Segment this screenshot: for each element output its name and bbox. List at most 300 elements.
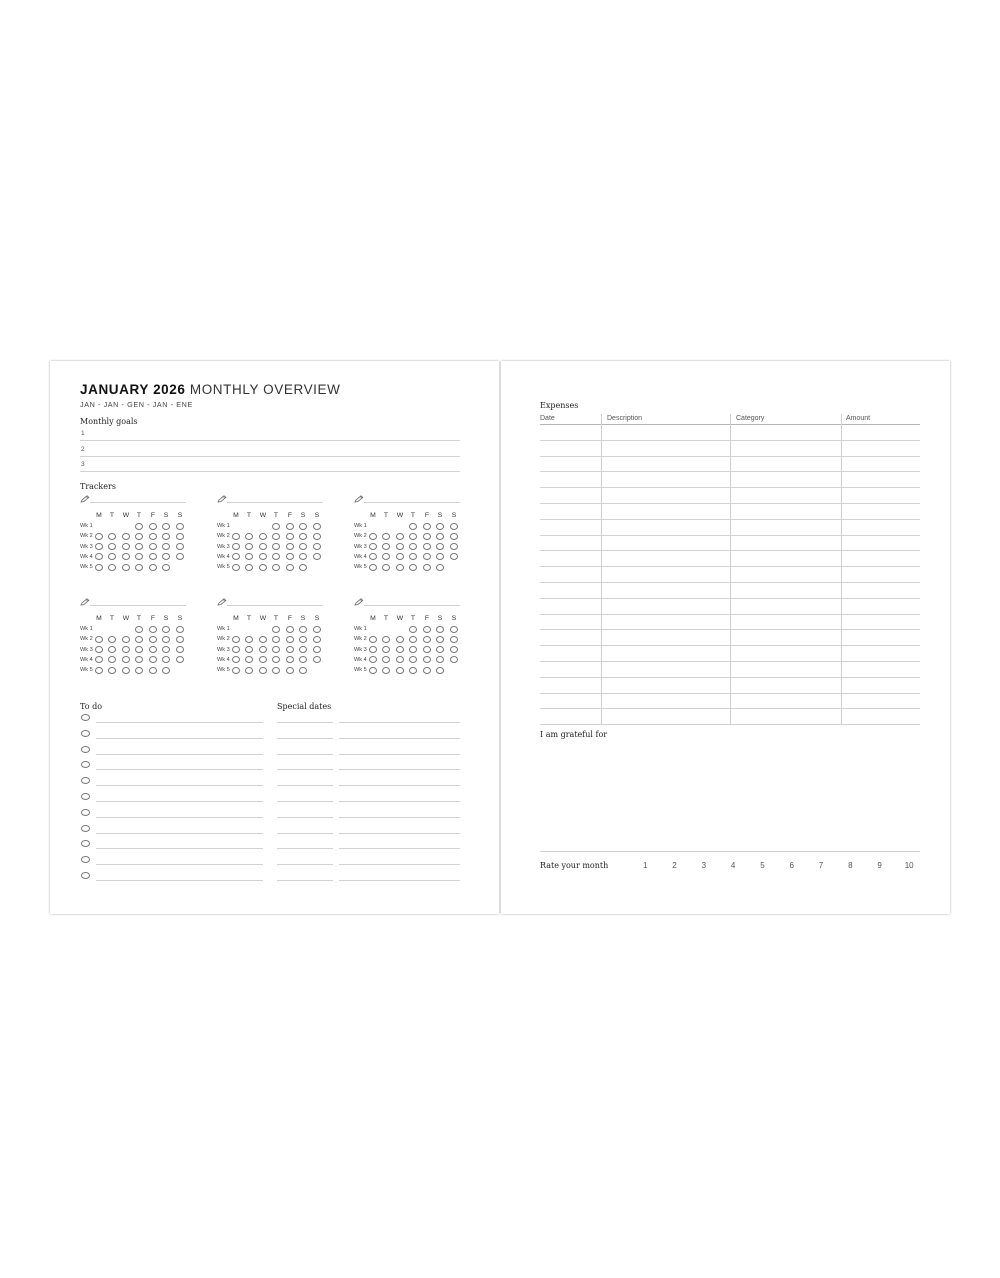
tracker-day-checkbox[interactable] bbox=[272, 626, 280, 633]
tracker-day-checkbox[interactable] bbox=[286, 646, 294, 653]
tracker-day-checkbox[interactable] bbox=[162, 543, 170, 550]
tracker-week-label: Wk 4 bbox=[354, 656, 367, 663]
tracker-day-checkbox[interactable] bbox=[149, 646, 157, 653]
special-date-event-line[interactable] bbox=[339, 801, 460, 802]
tracker-day-label: S bbox=[451, 615, 457, 622]
tracker-day-checkbox[interactable] bbox=[245, 646, 253, 653]
tracker-day-checkbox[interactable] bbox=[272, 646, 280, 653]
tracker-day-checkbox[interactable] bbox=[245, 636, 253, 643]
tracker-day-checkbox[interactable] bbox=[409, 564, 417, 571]
tracker-day-checkbox[interactable] bbox=[436, 656, 444, 663]
tracker-day-checkbox[interactable] bbox=[396, 636, 404, 643]
tracker-day-checkbox[interactable] bbox=[409, 543, 417, 550]
tracker-day-checkbox[interactable] bbox=[122, 533, 130, 540]
tracker-week-label: Wk 1 bbox=[354, 626, 367, 632]
tracker-day-label: T bbox=[109, 615, 115, 622]
tracker-day-checkbox[interactable] bbox=[299, 626, 307, 633]
tracker-day-checkbox[interactable] bbox=[95, 533, 103, 540]
tracker-day-label: T bbox=[136, 512, 142, 519]
tracker-day-checkbox[interactable] bbox=[122, 646, 130, 653]
todo-checkbox[interactable] bbox=[81, 793, 90, 800]
tracker-day-label: W bbox=[122, 512, 130, 519]
tracker-day-checkbox[interactable] bbox=[286, 523, 294, 530]
tracker-day-checkbox[interactable] bbox=[149, 543, 157, 550]
tracker-day-checkbox[interactable] bbox=[436, 636, 444, 643]
rate-option[interactable]: 7 bbox=[818, 861, 824, 870]
tracker-day-checkbox[interactable] bbox=[423, 667, 431, 674]
tracker-day-checkbox[interactable] bbox=[245, 543, 253, 550]
tracker-day-checkbox[interactable] bbox=[423, 523, 431, 530]
tracker-day-checkbox[interactable] bbox=[245, 656, 253, 663]
tracker-week-label: Wk 1 bbox=[80, 626, 93, 632]
tracker-day-checkbox[interactable] bbox=[313, 543, 321, 550]
tracker-day-checkbox[interactable] bbox=[409, 523, 417, 530]
todo-line[interactable] bbox=[96, 848, 263, 849]
tracker-day-label: T bbox=[136, 615, 142, 622]
tracker-day-checkbox[interactable] bbox=[95, 636, 103, 643]
tracker-name-line[interactable] bbox=[90, 605, 186, 606]
expense-row-line[interactable] bbox=[540, 724, 920, 725]
special-date-event-line[interactable] bbox=[339, 785, 460, 786]
tracker-day-checkbox[interactable] bbox=[135, 564, 143, 571]
tracker-day-checkbox[interactable] bbox=[396, 667, 404, 674]
todo-line[interactable] bbox=[96, 785, 263, 786]
tracker-day-checkbox[interactable] bbox=[409, 667, 417, 674]
todo-line[interactable] bbox=[96, 722, 263, 723]
goal-line[interactable] bbox=[80, 456, 460, 457]
tracker-day-checkbox[interactable] bbox=[108, 636, 116, 643]
tracker-day-checkbox[interactable] bbox=[286, 636, 294, 643]
todo-line[interactable] bbox=[96, 801, 263, 802]
tracker-week-label: Wk 3 bbox=[80, 543, 93, 550]
tracker-day-checkbox[interactable] bbox=[396, 553, 404, 560]
rate-option[interactable]: 10 bbox=[904, 861, 914, 870]
todo-line[interactable] bbox=[96, 880, 263, 881]
todo-line[interactable] bbox=[96, 754, 263, 755]
tracker-day-checkbox[interactable] bbox=[122, 543, 130, 550]
tracker-day-checkbox[interactable] bbox=[286, 656, 294, 663]
habit-tracker bbox=[354, 495, 466, 570]
expenses-heading: Expenses bbox=[540, 401, 579, 410]
todo-checkbox[interactable] bbox=[81, 872, 90, 879]
tracker-day-checkbox[interactable] bbox=[95, 646, 103, 653]
tracker-day-label: S bbox=[163, 512, 169, 519]
rate-option[interactable]: 8 bbox=[848, 861, 853, 870]
tracker-day-checkbox[interactable] bbox=[232, 656, 240, 663]
special-date-date-line[interactable] bbox=[277, 864, 333, 865]
tracker-day-checkbox[interactable] bbox=[423, 533, 431, 540]
tracker-day-label: F bbox=[287, 512, 293, 519]
tracker-name-line[interactable] bbox=[364, 502, 460, 503]
tracker-day-checkbox[interactable] bbox=[108, 553, 116, 560]
tracker-day-checkbox[interactable] bbox=[108, 656, 116, 663]
special-date-event-line[interactable] bbox=[339, 817, 460, 818]
tracker-day-checkbox[interactable] bbox=[369, 656, 377, 663]
tracker-day-checkbox[interactable] bbox=[122, 553, 130, 560]
tracker-day-checkbox[interactable] bbox=[396, 564, 404, 571]
tracker-day-checkbox[interactable] bbox=[436, 553, 444, 560]
tracker-day-checkbox[interactable] bbox=[176, 523, 184, 530]
tracker-day-checkbox[interactable] bbox=[108, 543, 116, 550]
tracker-day-checkbox[interactable] bbox=[299, 667, 307, 674]
tracker-day-checkbox[interactable] bbox=[272, 667, 280, 674]
right-page bbox=[501, 361, 950, 914]
goal-line[interactable] bbox=[80, 440, 460, 441]
tracker-day-checkbox[interactable] bbox=[259, 667, 267, 674]
tracker-day-checkbox[interactable] bbox=[450, 543, 458, 550]
tracker-day-checkbox[interactable] bbox=[396, 646, 404, 653]
special-date-event-line[interactable] bbox=[339, 833, 460, 834]
tracker-day-checkbox[interactable] bbox=[436, 523, 444, 530]
tracker-day-checkbox[interactable] bbox=[162, 523, 170, 530]
tracker-day-checkbox[interactable] bbox=[450, 553, 458, 560]
tracker-week-label: Wk 3 bbox=[80, 646, 93, 653]
special-date-date-line[interactable] bbox=[277, 785, 333, 786]
tracker-day-checkbox[interactable] bbox=[176, 636, 184, 643]
tracker-day-checkbox[interactable] bbox=[423, 553, 431, 560]
tracker-day-checkbox[interactable] bbox=[176, 553, 184, 560]
tracker-day-checkbox[interactable] bbox=[176, 626, 184, 633]
tracker-day-checkbox[interactable] bbox=[245, 564, 253, 571]
tracker-day-label: M bbox=[370, 615, 376, 622]
tracker-day-checkbox[interactable] bbox=[245, 553, 253, 560]
special-date-event-line[interactable] bbox=[339, 880, 460, 881]
tracker-day-checkbox[interactable] bbox=[272, 553, 280, 560]
todo-checkbox[interactable] bbox=[81, 761, 90, 768]
tracker-day-checkbox[interactable] bbox=[135, 543, 143, 550]
tracker-day-checkbox[interactable] bbox=[149, 667, 157, 674]
tracker-day-checkbox[interactable] bbox=[423, 626, 431, 633]
tracker-name-line[interactable] bbox=[227, 605, 323, 606]
rate-option[interactable]: 9 bbox=[877, 861, 882, 870]
tracker-day-checkbox[interactable] bbox=[108, 533, 116, 540]
special-date-date-line[interactable] bbox=[277, 833, 333, 834]
tracker-day-checkbox[interactable] bbox=[286, 533, 294, 540]
tracker-day-label: S bbox=[300, 512, 306, 519]
tracker-day-checkbox[interactable] bbox=[409, 656, 417, 663]
todo-line[interactable] bbox=[96, 864, 263, 865]
special-date-date-line[interactable] bbox=[277, 817, 333, 818]
tracker-day-checkbox[interactable] bbox=[436, 646, 444, 653]
tracker-day-checkbox[interactable] bbox=[313, 656, 321, 663]
special-date-date-line[interactable] bbox=[277, 754, 333, 755]
tracker-day-checkbox[interactable] bbox=[382, 564, 390, 571]
rate-option[interactable]: 2 bbox=[672, 861, 677, 870]
tracker-day-checkbox[interactable] bbox=[259, 564, 267, 571]
rate-option[interactable]: 4 bbox=[730, 861, 736, 870]
tracker-day-checkbox[interactable] bbox=[299, 533, 307, 540]
tracker-day-checkbox[interactable] bbox=[149, 656, 157, 663]
tracker-day-checkbox[interactable] bbox=[176, 533, 184, 540]
tracker-day-checkbox[interactable] bbox=[259, 533, 267, 540]
tracker-day-label: T bbox=[273, 512, 279, 519]
tracker-day-checkbox[interactable] bbox=[299, 523, 307, 530]
tracker-day-checkbox[interactable] bbox=[95, 667, 103, 674]
todo-checkbox[interactable] bbox=[81, 856, 90, 863]
tracker-day-checkbox[interactable] bbox=[149, 523, 157, 530]
tracker-day-checkbox[interactable] bbox=[149, 533, 157, 540]
tracker-day-checkbox[interactable] bbox=[135, 646, 143, 653]
tracker-day-checkbox[interactable] bbox=[450, 626, 458, 633]
tracker-day-checkbox[interactable] bbox=[135, 533, 143, 540]
tracker-day-checkbox[interactable] bbox=[382, 667, 390, 674]
tracker-day-label: S bbox=[437, 615, 443, 622]
tracker-day-checkbox[interactable] bbox=[382, 543, 390, 550]
tracker-day-checkbox[interactable] bbox=[382, 656, 390, 663]
tracker-day-checkbox[interactable] bbox=[396, 543, 404, 550]
tracker-name-line[interactable] bbox=[90, 502, 186, 503]
tracker-day-checkbox[interactable] bbox=[232, 564, 240, 571]
tracker-day-checkbox[interactable] bbox=[369, 533, 377, 540]
tracker-day-checkbox[interactable] bbox=[162, 636, 170, 643]
tracker-day-checkbox[interactable] bbox=[232, 667, 240, 674]
rate-option[interactable]: 1 bbox=[643, 861, 648, 870]
tracker-day-checkbox[interactable] bbox=[409, 646, 417, 653]
todo-checkbox[interactable] bbox=[81, 714, 90, 721]
tracker-day-checkbox[interactable] bbox=[299, 646, 307, 653]
tracker-day-checkbox[interactable] bbox=[369, 543, 377, 550]
tracker-day-label: T bbox=[109, 512, 115, 519]
tracker-day-checkbox[interactable] bbox=[135, 667, 143, 674]
tracker-day-checkbox[interactable] bbox=[135, 553, 143, 560]
tracker-day-checkbox[interactable] bbox=[259, 553, 267, 560]
tracker-day-checkbox[interactable] bbox=[450, 533, 458, 540]
tracker-day-checkbox[interactable] bbox=[272, 543, 280, 550]
tracker-day-checkbox[interactable] bbox=[135, 636, 143, 643]
todo-line[interactable] bbox=[96, 833, 263, 834]
tracker-day-checkbox[interactable] bbox=[272, 533, 280, 540]
pencil-icon bbox=[80, 495, 90, 503]
tracker-day-checkbox[interactable] bbox=[95, 564, 103, 571]
todo-checkbox[interactable] bbox=[81, 746, 90, 753]
tracker-week-label: Wk 5 bbox=[217, 564, 230, 571]
tracker-day-checkbox[interactable] bbox=[450, 523, 458, 530]
tracker-day-checkbox[interactable] bbox=[259, 543, 267, 550]
pencil-icon bbox=[80, 598, 90, 606]
tracker-day-checkbox[interactable] bbox=[286, 667, 294, 674]
tracker-day-checkbox[interactable] bbox=[108, 646, 116, 653]
tracker-day-checkbox[interactable] bbox=[272, 564, 280, 571]
tracker-week-label: Wk 1 bbox=[80, 523, 93, 529]
special-date-event-line[interactable] bbox=[339, 864, 460, 865]
tracker-day-checkbox[interactable] bbox=[149, 553, 157, 560]
tracker-day-checkbox[interactable] bbox=[286, 543, 294, 550]
tracker-day-checkbox[interactable] bbox=[272, 523, 280, 530]
tracker-day-checkbox[interactable] bbox=[149, 636, 157, 643]
tracker-day-checkbox[interactable] bbox=[423, 656, 431, 663]
tracker-day-checkbox[interactable] bbox=[162, 626, 170, 633]
tracker-day-checkbox[interactable] bbox=[232, 636, 240, 643]
special-date-date-line[interactable] bbox=[277, 801, 333, 802]
tracker-day-label: W bbox=[259, 512, 267, 519]
pencil-icon bbox=[354, 598, 364, 606]
tracker-day-checkbox[interactable] bbox=[369, 667, 377, 674]
tracker-day-checkbox[interactable] bbox=[272, 636, 280, 643]
special-date-event-line[interactable] bbox=[339, 769, 460, 770]
expense-column-divider bbox=[730, 414, 731, 724]
tracker-day-checkbox[interactable] bbox=[299, 553, 307, 560]
tracker-day-checkbox[interactable] bbox=[450, 646, 458, 653]
tracker-week-label: Wk 5 bbox=[217, 667, 230, 674]
tracker-day-checkbox[interactable] bbox=[382, 636, 390, 643]
tracker-day-checkbox[interactable] bbox=[95, 553, 103, 560]
tracker-day-checkbox[interactable] bbox=[286, 626, 294, 633]
tracker-day-checkbox[interactable] bbox=[232, 553, 240, 560]
tracker-day-checkbox[interactable] bbox=[313, 533, 321, 540]
tracker-day-checkbox[interactable] bbox=[436, 564, 444, 571]
tracker-day-checkbox[interactable] bbox=[313, 553, 321, 560]
tracker-day-checkbox[interactable] bbox=[162, 553, 170, 560]
tracker-day-label: T bbox=[246, 615, 252, 622]
rate-option[interactable]: 6 bbox=[789, 861, 794, 870]
tracker-day-checkbox[interactable] bbox=[176, 543, 184, 550]
tracker-day-checkbox[interactable] bbox=[176, 646, 184, 653]
tracker-day-checkbox[interactable] bbox=[299, 543, 307, 550]
special-date-event-line[interactable] bbox=[339, 738, 460, 739]
habit-tracker bbox=[217, 495, 329, 570]
tracker-day-checkbox[interactable] bbox=[450, 656, 458, 663]
tracker-day-checkbox[interactable] bbox=[423, 636, 431, 643]
tracker-day-checkbox[interactable] bbox=[436, 626, 444, 633]
expense-column-divider bbox=[601, 414, 602, 724]
tracker-day-checkbox[interactable] bbox=[382, 646, 390, 653]
tracker-week-label: Wk 3 bbox=[217, 543, 230, 550]
tracker-week-label: Wk 4 bbox=[217, 553, 230, 560]
tracker-day-checkbox[interactable] bbox=[135, 656, 143, 663]
todo-line[interactable] bbox=[96, 738, 263, 739]
tracker-name-line[interactable] bbox=[364, 605, 460, 606]
tracker-day-checkbox[interactable] bbox=[135, 626, 143, 633]
special-date-event-line[interactable] bbox=[339, 754, 460, 755]
tracker-day-checkbox[interactable] bbox=[122, 656, 130, 663]
tracker-day-checkbox[interactable] bbox=[423, 646, 431, 653]
tracker-day-checkbox[interactable] bbox=[436, 667, 444, 674]
title-overview: MONTHLY OVERVIEW bbox=[189, 382, 341, 397]
tracker-day-checkbox[interactable] bbox=[232, 543, 240, 550]
todo-checkbox[interactable] bbox=[81, 809, 90, 816]
tracker-day-checkbox[interactable] bbox=[369, 636, 377, 643]
tracker-day-checkbox[interactable] bbox=[409, 636, 417, 643]
tracker-day-checkbox[interactable] bbox=[313, 646, 321, 653]
tracker-day-checkbox[interactable] bbox=[108, 564, 116, 571]
tracker-day-checkbox[interactable] bbox=[369, 564, 377, 571]
tracker-day-checkbox[interactable] bbox=[396, 533, 404, 540]
tracker-day-checkbox[interactable] bbox=[95, 543, 103, 550]
tracker-day-checkbox[interactable] bbox=[122, 667, 130, 674]
tracker-week-label: Wk 2 bbox=[217, 533, 230, 540]
month-translations: JAN - JAN - GEN - JAN - ENE bbox=[80, 400, 193, 409]
tracker-name-line[interactable] bbox=[227, 502, 323, 503]
tracker-day-checkbox[interactable] bbox=[259, 636, 267, 643]
tracker-day-checkbox[interactable] bbox=[409, 533, 417, 540]
special-date-date-line[interactable] bbox=[277, 880, 333, 881]
rate-option[interactable]: 3 bbox=[701, 861, 707, 870]
tracker-day-checkbox[interactable] bbox=[299, 564, 307, 571]
special-date-event-line[interactable] bbox=[339, 722, 460, 723]
tracker-day-checkbox[interactable] bbox=[450, 636, 458, 643]
tracker-day-checkbox[interactable] bbox=[423, 543, 431, 550]
tracker-day-checkbox[interactable] bbox=[162, 667, 170, 674]
tracker-day-label: F bbox=[150, 615, 156, 622]
todo-line[interactable] bbox=[96, 769, 263, 770]
todo-heading: To do bbox=[80, 702, 103, 711]
tracker-week-label: Wk 2 bbox=[217, 636, 230, 643]
special-date-date-line[interactable] bbox=[277, 722, 333, 723]
tracker-day-checkbox[interactable] bbox=[135, 523, 143, 530]
tracker-day-checkbox[interactable] bbox=[245, 533, 253, 540]
tracker-day-checkbox[interactable] bbox=[423, 564, 431, 571]
goal-number: 2 bbox=[81, 445, 85, 453]
tracker-day-checkbox[interactable] bbox=[149, 564, 157, 571]
tracker-day-checkbox[interactable] bbox=[162, 533, 170, 540]
todo-checkbox[interactable] bbox=[81, 777, 90, 784]
tracker-day-checkbox[interactable] bbox=[286, 553, 294, 560]
grateful-heading: I am grateful for bbox=[540, 730, 608, 739]
tracker-day-checkbox[interactable] bbox=[162, 656, 170, 663]
tracker-day-checkbox[interactable] bbox=[122, 564, 130, 571]
tracker-day-checkbox[interactable] bbox=[409, 626, 417, 633]
tracker-day-checkbox[interactable] bbox=[313, 523, 321, 530]
tracker-day-checkbox[interactable] bbox=[122, 636, 130, 643]
tracker-day-checkbox[interactable] bbox=[149, 626, 157, 633]
goal-line[interactable] bbox=[80, 471, 460, 472]
tracker-day-label: M bbox=[96, 512, 102, 519]
special-date-event-line[interactable] bbox=[339, 848, 460, 849]
tracker-day-checkbox[interactable] bbox=[232, 646, 240, 653]
tracker-week-label: Wk 2 bbox=[354, 636, 367, 643]
todo-checkbox[interactable] bbox=[81, 825, 90, 832]
habit-tracker bbox=[217, 598, 329, 673]
tracker-day-checkbox[interactable] bbox=[382, 553, 390, 560]
special-date-date-line[interactable] bbox=[277, 848, 333, 849]
tracker-day-checkbox[interactable] bbox=[409, 553, 417, 560]
tracker-day-label: T bbox=[273, 615, 279, 622]
tracker-day-checkbox[interactable] bbox=[162, 646, 170, 653]
tracker-day-checkbox[interactable] bbox=[259, 656, 267, 663]
tracker-day-checkbox[interactable] bbox=[436, 533, 444, 540]
tracker-day-checkbox[interactable] bbox=[95, 656, 103, 663]
tracker-day-checkbox[interactable] bbox=[313, 636, 321, 643]
tracker-day-checkbox[interactable] bbox=[436, 543, 444, 550]
pencil-icon bbox=[354, 495, 364, 503]
tracker-day-checkbox[interactable] bbox=[108, 667, 116, 674]
tracker-day-checkbox[interactable] bbox=[313, 626, 321, 633]
tracker-day-checkbox[interactable] bbox=[369, 646, 377, 653]
special-date-date-line[interactable] bbox=[277, 738, 333, 739]
tracker-week-label: Wk 4 bbox=[217, 656, 230, 663]
expenses-col-description: Description bbox=[607, 415, 643, 422]
todo-checkbox[interactable] bbox=[81, 840, 90, 847]
todo-checkbox[interactable] bbox=[81, 730, 90, 737]
tracker-day-checkbox[interactable] bbox=[272, 656, 280, 663]
expenses-col-date: Date bbox=[540, 415, 555, 422]
special-date-date-line[interactable] bbox=[277, 769, 333, 770]
tracker-day-checkbox[interactable] bbox=[299, 636, 307, 643]
tracker-day-checkbox[interactable] bbox=[232, 533, 240, 540]
tracker-day-checkbox[interactable] bbox=[396, 656, 404, 663]
tracker-day-checkbox[interactable] bbox=[286, 564, 294, 571]
rate-option[interactable]: 5 bbox=[760, 861, 765, 870]
tracker-day-checkbox[interactable] bbox=[299, 656, 307, 663]
tracker-day-checkbox[interactable] bbox=[176, 656, 184, 663]
tracker-day-checkbox[interactable] bbox=[245, 667, 253, 674]
tracker-day-checkbox[interactable] bbox=[382, 533, 390, 540]
tracker-day-label: M bbox=[233, 512, 239, 519]
tracker-day-checkbox[interactable] bbox=[369, 553, 377, 560]
tracker-day-checkbox[interactable] bbox=[162, 564, 170, 571]
tracker-day-checkbox[interactable] bbox=[259, 646, 267, 653]
todo-line[interactable] bbox=[96, 817, 263, 818]
